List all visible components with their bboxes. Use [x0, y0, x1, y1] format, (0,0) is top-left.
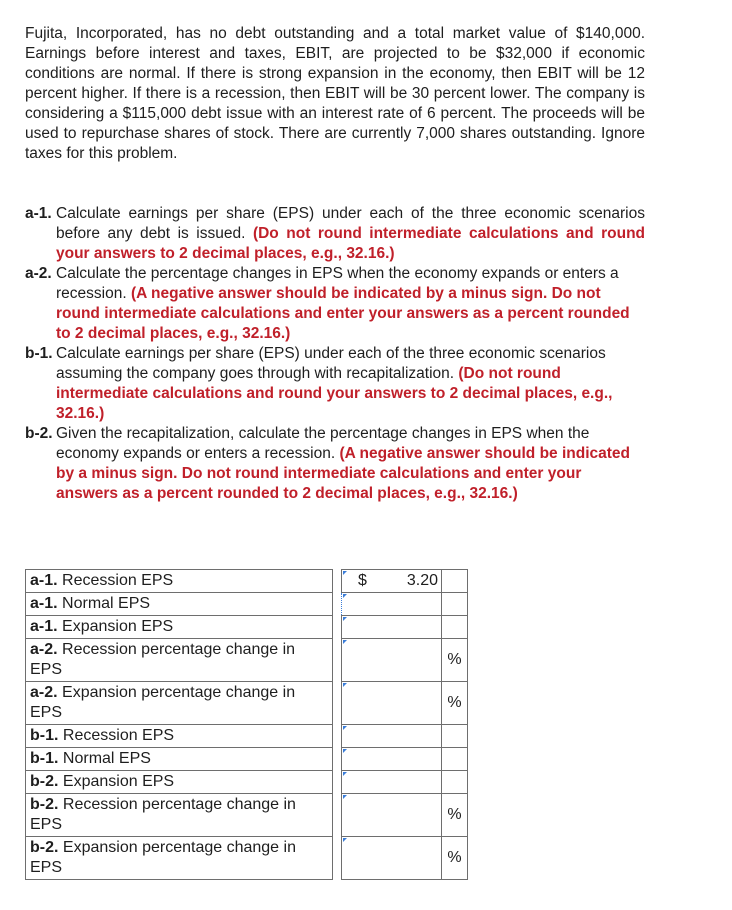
- answer-row-b1-recession: [26, 725, 468, 748]
- unit-label: [442, 570, 468, 593]
- answer-label: a-1. Normal EPS: [26, 593, 333, 616]
- answer-label: a-1. Recession EPS: [26, 570, 333, 593]
- question-body: Calculate earnings per share (EPS) under each of the three economic scenarios assuming the company goes through with recapitalization.: [56, 345, 606, 382]
- question-list: [25, 204, 645, 504]
- unit-label: %: [442, 837, 468, 880]
- answer-row-b2-expansion: [26, 837, 468, 880]
- unit-label: [442, 748, 468, 771]
- question-label: b-2.: [25, 425, 53, 442]
- percent-input-field[interactable]: [342, 837, 442, 880]
- question-item: [25, 264, 645, 344]
- question-label: b-1.: [25, 345, 53, 362]
- question-label: a-1.: [25, 205, 52, 222]
- answer-label: b-2. Expansion percentage change in EPS: [26, 837, 333, 880]
- percent-input-field[interactable]: [342, 794, 442, 837]
- eps-input-field[interactable]: [342, 748, 442, 771]
- answer-label: b-1. Normal EPS: [26, 748, 333, 771]
- answer-table: [25, 569, 468, 880]
- unit-label: [442, 593, 468, 616]
- question-note: (Do not round intermediate calculations and round your answers to 2 decimal places, e.g., 32.16.): [56, 365, 613, 422]
- eps-input-field[interactable]: [342, 570, 442, 593]
- unit-label: [442, 725, 468, 748]
- answer-label: b-2. Expansion EPS: [26, 771, 333, 794]
- answer-label: a-2. Recession percentage change in EPS: [26, 639, 333, 682]
- answer-row-a1-normal: [26, 593, 468, 616]
- answer-row-b2-expansion-eps: [26, 771, 468, 794]
- eps-input-field[interactable]: [342, 616, 442, 639]
- percent-input-field[interactable]: [342, 682, 442, 725]
- answer-row-a2-recession: [26, 639, 468, 682]
- problem-intro: Fujita, Incorporated, has no debt outstanding and a total market value of $140,000. Earnings before interest and taxes, EBIT, are projected to be $32,000 if economic conditions are normal. If there is strong expansion in the economy, then EBIT will be 12 percent higher. If there is a recession, then EBIT will be 30 percent lower. The company is considering a $115,000 debt issue with an interest rate of 6 percent. The proceeds will be used to repurchase shares of stock. There are currently 7,000 shares outstanding. Ignore taxes for this problem.: [25, 25, 645, 162]
- unit-label: %: [442, 794, 468, 837]
- answer-row-b2-recession: [26, 794, 468, 837]
- eps-input-field[interactable]: [342, 725, 442, 748]
- unit-label: [442, 616, 468, 639]
- question-text: [56, 264, 645, 344]
- question-note: (A negative answer should be indicated by a minus sign. Do not round intermediate calculations and enter your answers as a percent rounded to 2 decimal places, e.g., 32.16.): [56, 445, 631, 502]
- question-body: Given the recapitalization, calculate the percentage changes in EPS when the economy expands or enters a recession.: [56, 425, 590, 462]
- question-item: [25, 344, 645, 424]
- unit-label: [442, 771, 468, 794]
- answer-label: b-1. Recession EPS: [26, 725, 333, 748]
- question-item: [25, 204, 645, 264]
- question-note: (Do not round intermediate calculations and round your answers to 2 decimal places, e.g., 32.16.): [56, 225, 646, 262]
- question-label: a-2.: [25, 265, 52, 282]
- answer-label: a-1. Expansion EPS: [26, 616, 333, 639]
- input-value: 3.20: [406, 572, 438, 589]
- question-item: [25, 424, 645, 504]
- answer-row-a2-expansion: [26, 682, 468, 725]
- question-body: Calculate earnings per share (EPS) under each of the three economic scenarios before any debt is issued.: [56, 205, 645, 242]
- unit-label: %: [442, 639, 468, 682]
- answer-label: b-2. Recession percentage change in EPS: [26, 794, 333, 837]
- currency-symbol: $: [358, 572, 367, 589]
- question-text: [56, 344, 645, 424]
- percent-input-field[interactable]: [342, 639, 442, 682]
- question-note: (A negative answer should be indicated by a minus sign. Do not round intermediate calculations and enter your answers as a percent rounded to 2 decimal places, e.g., 32.16.): [56, 285, 630, 342]
- answer-label: a-2. Expansion percentage change in EPS: [26, 682, 333, 725]
- eps-input-field[interactable]: [342, 593, 442, 616]
- question-body: Calculate the percentage changes in EPS when the economy expands or enters a recession.: [56, 265, 619, 302]
- answer-row-a1-recession: [26, 570, 468, 593]
- question-text: [56, 424, 645, 504]
- question-text: [56, 204, 645, 264]
- unit-label: %: [442, 682, 468, 725]
- answer-row-a1-expansion: [26, 616, 468, 639]
- eps-input-field[interactable]: [342, 771, 442, 794]
- answer-row-b1-normal: [26, 748, 468, 771]
